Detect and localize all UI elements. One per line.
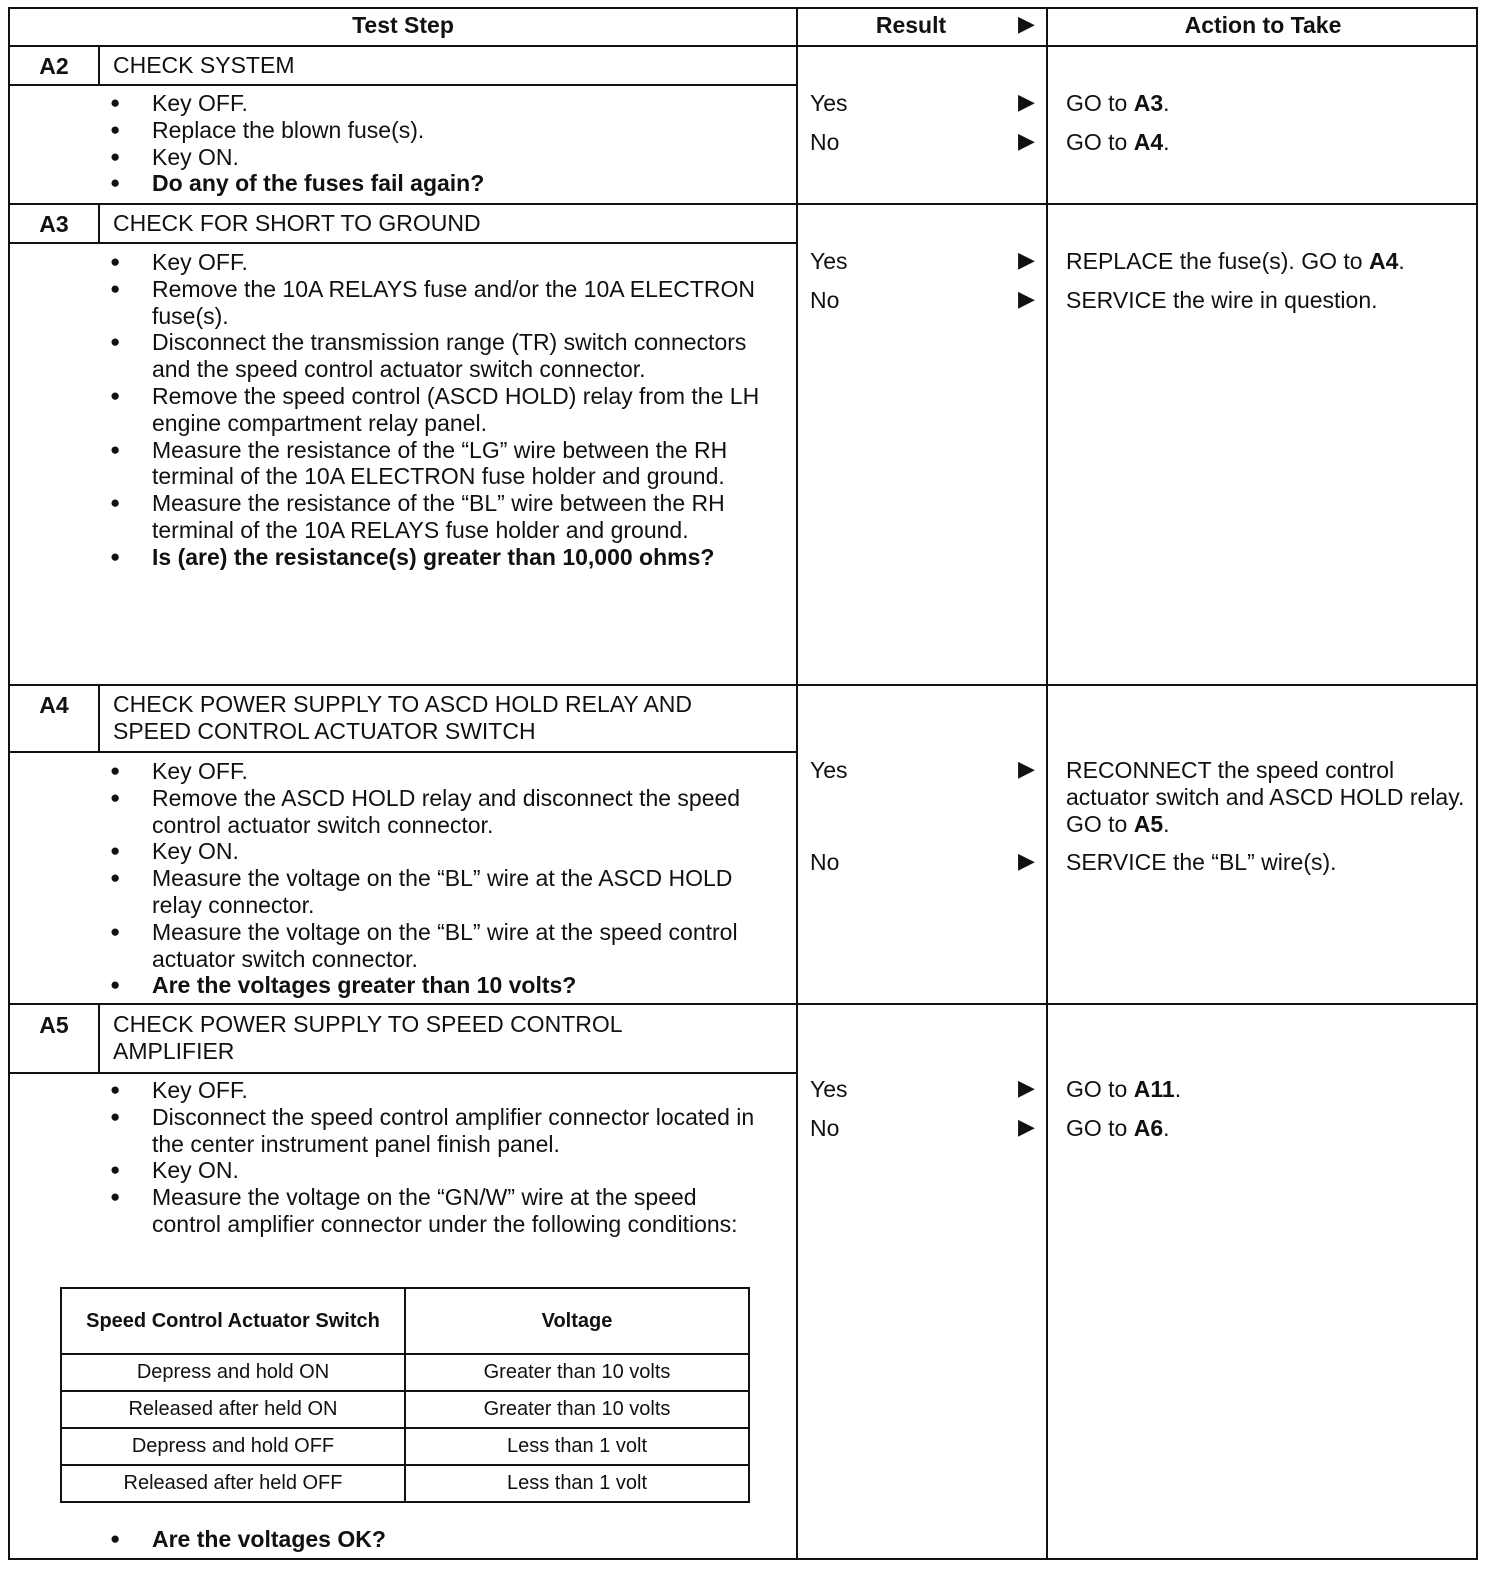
list-item: ● Measure the resistance of the “LG” wire between the RH terminal of the 10A ELECTRON fuse holder and ground.: [108, 437, 768, 491]
step-title: CHECK POWER SUPPLY TO SPEED CONTROL AMPLIFIER: [113, 1011, 622, 1064]
table-cell: Released after held OFF: [61, 1465, 405, 1502]
table-header: Voltage: [405, 1288, 749, 1354]
step-id: A4: [39, 692, 69, 718]
result-yes: Yes: [810, 90, 848, 116]
arrow-icon: ▶: [1018, 848, 1035, 873]
table-cell: Depress and hold ON: [61, 1354, 405, 1391]
header-test-step: Test Step: [352, 12, 454, 38]
voltage-table: [60, 1287, 750, 1503]
arrow-icon: ▶: [1018, 1114, 1035, 1139]
table-row: [61, 1391, 749, 1428]
list-item: ● Measure the voltage on the “BL” wire at the speed control actuator switch connector.: [108, 919, 768, 973]
step-list-final: [108, 1526, 768, 1553]
result-no: No: [810, 1115, 840, 1141]
table-cell: Released after held ON: [61, 1391, 405, 1428]
table-cell: Less than 1 volt: [405, 1428, 749, 1465]
action-text: GO to A11.: [1066, 1076, 1182, 1102]
result-yes: Yes: [810, 1076, 848, 1102]
step-list: [108, 1077, 768, 1238]
list-item: ● Remove the ASCD HOLD relay and disconnect the speed control actuator switch connector.: [108, 785, 768, 839]
table-cell: Greater than 10 volts: [405, 1391, 749, 1428]
list-item: ● Key ON.: [108, 838, 768, 865]
list-item: ● Replace the blown fuse(s).: [108, 117, 768, 144]
result-no: No: [810, 129, 840, 155]
list-item: ● Key ON.: [108, 1157, 768, 1184]
result-yes: Yes: [810, 248, 848, 274]
table-cell: Depress and hold OFF: [61, 1428, 405, 1465]
header-action: Action to Take: [1184, 12, 1342, 38]
arrow-icon: ▶: [1018, 128, 1035, 153]
step-title: CHECK SYSTEM: [113, 52, 295, 78]
step-id: A5: [39, 1012, 69, 1038]
arrow-icon: ▶: [1018, 286, 1035, 311]
action-text: GO to A6.: [1066, 1115, 1170, 1141]
step-list: [108, 249, 768, 571]
list-item: ● Do any of the fuses fail again?: [108, 170, 768, 197]
action-text: RECONNECT the speed control actuator switch and ASCD HOLD relay. GO to A5.: [1066, 757, 1465, 837]
table-row: [61, 1428, 749, 1465]
list-item: ● Disconnect the speed control amplifier connector located in the center instrument panel finish panel.: [108, 1104, 768, 1158]
list-item: ● Key OFF.: [108, 249, 768, 276]
header-result: Result: [875, 12, 947, 38]
list-item: ● Measure the resistance of the “BL” wire between the RH terminal of the 10A RELAYS fuse holder and ground.: [108, 490, 768, 544]
list-item: ● Key OFF.: [108, 1077, 768, 1104]
result-no: No: [810, 849, 840, 875]
step-id: A3: [39, 211, 69, 237]
table-row: [61, 1354, 749, 1391]
list-item: ● Is (are) the resistance(s) greater than 10,000 ohms?: [108, 544, 768, 571]
list-item: ● Remove the speed control (ASCD HOLD) relay from the LH engine compartment relay panel.: [108, 383, 768, 437]
action-text: GO to A4.: [1066, 129, 1170, 155]
arrow-icon: ▶: [1018, 247, 1035, 272]
list-item: ● Are the voltages OK?: [108, 1526, 768, 1553]
step-id: A2: [39, 53, 69, 79]
table-header: Speed Control Actuator Switch: [61, 1288, 405, 1354]
arrow-icon: ▶: [1018, 756, 1035, 781]
action-text: GO to A3.: [1066, 90, 1170, 116]
table-cell: Less than 1 volt: [405, 1465, 749, 1502]
result-no: No: [810, 287, 840, 313]
result-yes: Yes: [810, 757, 848, 783]
list-item: ● Key OFF.: [108, 758, 768, 785]
list-item: ● Measure the voltage on the “GN/W” wire at the speed control amplifier connector under the following conditions:: [108, 1184, 768, 1238]
list-item: ● Are the voltages greater than 10 volts?: [108, 972, 768, 999]
arrow-icon: ▶: [1018, 89, 1035, 114]
action-text: SERVICE the “BL” wire(s).: [1066, 849, 1337, 875]
step-title: CHECK FOR SHORT TO GROUND: [113, 210, 481, 236]
table-row: [61, 1465, 749, 1502]
arrow-icon: ▶: [1018, 1075, 1035, 1100]
list-item: ● Key OFF.: [108, 90, 768, 117]
action-text: REPLACE the fuse(s). GO to A4.: [1066, 248, 1405, 274]
action-text: SERVICE the wire in question.: [1066, 287, 1378, 313]
step-list: [108, 758, 768, 999]
list-item: ● Key ON.: [108, 144, 768, 171]
list-item: ● Disconnect the transmission range (TR) switch connectors and the speed control actuator switch connector.: [108, 329, 768, 383]
step-list: [108, 90, 768, 197]
header-arrow-icon: ▶: [1018, 11, 1035, 36]
table-cell: Greater than 10 volts: [405, 1354, 749, 1391]
list-item: ● Remove the 10A RELAYS fuse and/or the 10A ELECTRON fuse(s).: [108, 276, 768, 330]
step-title: CHECK POWER SUPPLY TO ASCD HOLD RELAY AND SPEED CONTROL ACTUATOR SWITCH: [113, 691, 693, 744]
list-item: ● Measure the voltage on the “BL” wire at the ASCD HOLD relay connector.: [108, 865, 768, 919]
